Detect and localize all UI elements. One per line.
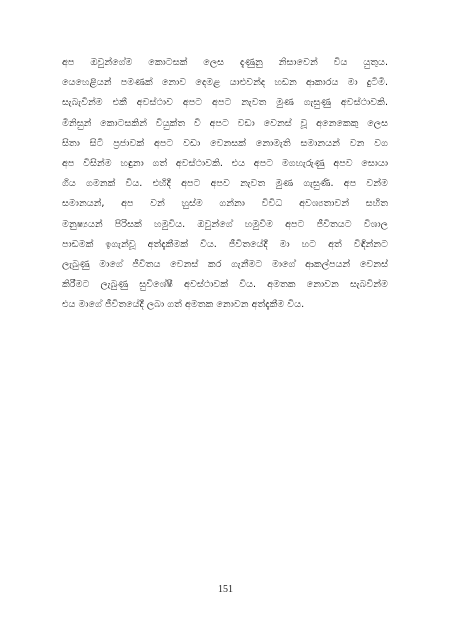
paragraph-line: සිතා සිටි ප්‍රජාවක් අපට වඩා වෙනසක් නොමැති සමානයන් වන වග xyxy=(62,137,388,149)
paragraph-line: ගිය ගමනක් විය. එහිදී අපට අපව නැවත මුණ ගැසුණි. අප වන්ම xyxy=(62,178,388,190)
paragraph-line: සමානයන්, අප වන් හුස්ම ගන්නා විවිධ අවශ්‍යතාවන් සහිත xyxy=(62,198,388,210)
page-number: 151 xyxy=(218,584,233,595)
paragraph-line: කිරීමට ලැබුණු සුවිශේෂී අවස්ථාවක් විය. අමතක නොවන සැබවින්ම xyxy=(62,279,388,291)
paragraph-line: සැබැවින්ම එකී අවස්ථාව අපට අපට නැවත මුණ ගැසුණු අවස්ථාවකි. xyxy=(62,97,388,109)
paragraph-line: පාඩමක් ඉගැන්වූ අත්දැකීමක් විය. ජීවිතයේදී මා හට අත් විඳින්නට xyxy=(62,238,388,250)
paragraph-line: එය මාගේ ජීවිතයේදී ලබා ගත් අමතක නොවන අත්දැකීම විය. xyxy=(62,299,305,311)
paragraph-line: අප ඔවුන්ගේම කොටසක් ලෙස දැණුනු නිසාවෙන් විය යුතුය. xyxy=(62,57,388,68)
body-paragraph xyxy=(62,53,388,315)
paragraph-line: ලැබුණු මාගේ ජීවිතය වෙනස් කර ගැනීමට මාගේ ආකල්පයන් වෙනස් xyxy=(62,258,388,270)
paragraph-line: මනුෂ්‍යයන් පිරිසක් හමුවිය. ඔවුන්ගේ හමුවීම අපට ජීවිතයට විශාල xyxy=(62,218,388,230)
paragraph-line: අප විසින්ම හඳුනා ගත් අවස්ථාවකි. එය අපට මගහැරුණු අපව සොයා xyxy=(62,157,388,169)
paragraph-line: යෙහෙළියන් පමණක් නොව දෙමළ යාළුවන්ද හඩන ආකාරය මා දුටිමි. xyxy=(62,77,388,89)
paragraph-line: මිනිසුන් කොටසකින් වියුක්ත වී අපට වඩා වෙනස් වූ අනෙකෙකු ලෙස xyxy=(62,117,388,129)
